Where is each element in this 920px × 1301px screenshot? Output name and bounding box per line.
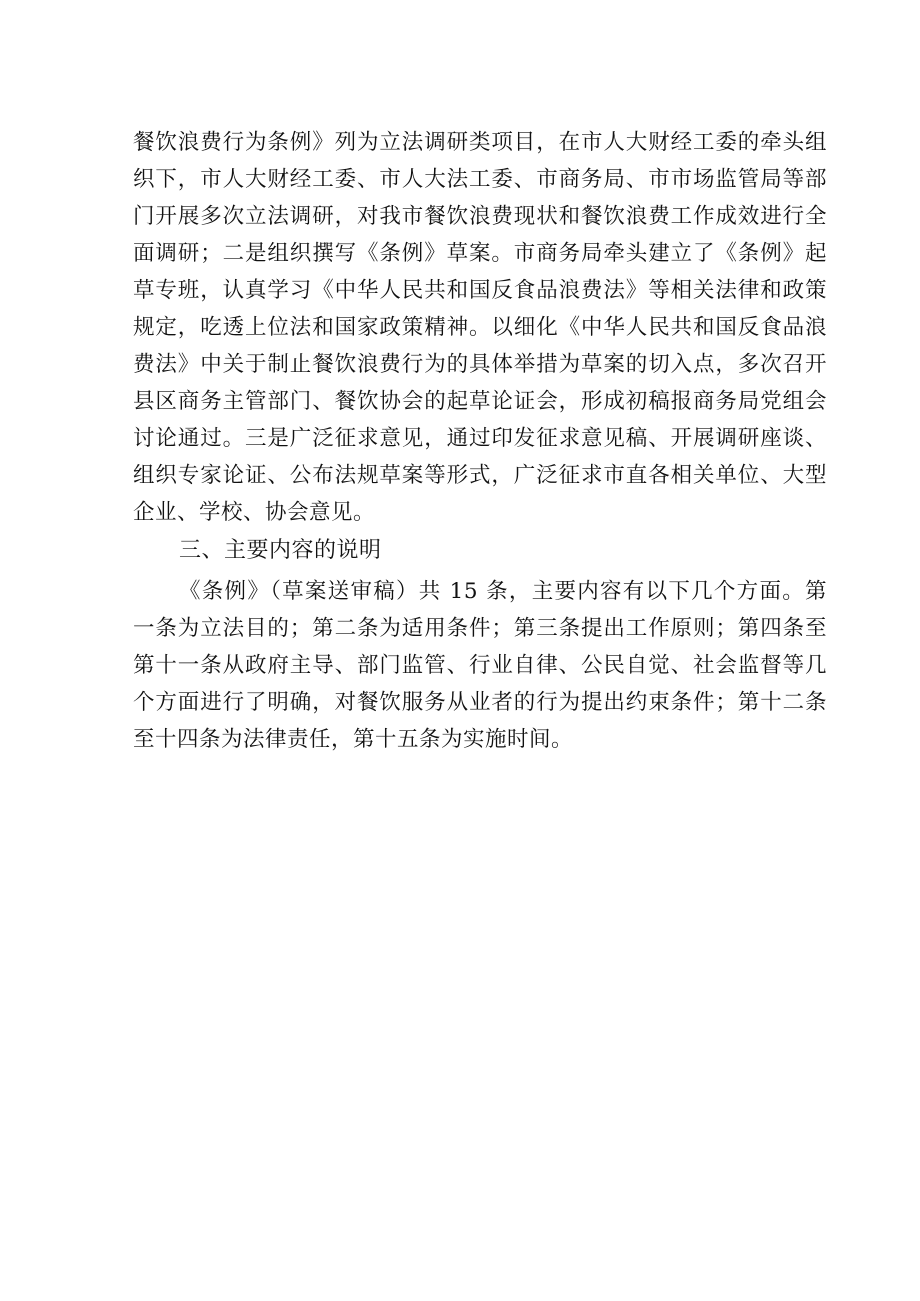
document-body (133, 124, 827, 758)
paragraph-legislative-process: 餐饮浪费行为条例》列为立法调研类项目，在市人大财经工委的牵头组织下，市人大财经工委、市人大法工委、市商务局、市市场监管局等部门开展多次立法调研，对我市餐饮浪费现状和餐饮浪费工作成效进行全面调研；二是组织撰写《条例》草案。市商务局牵头建立了《条例》起草专班，认真学习《中华人民共和国反食品浪费法》等相关法律和政策规定，吃透上位法和国家政策精神。以细化《中华人民共和国反食品浪费法》中关于制止餐饮浪费行为的具体举措为草案的切入点，多次召开县区商务主管部门、餐饮协会的起草论证会，形成初稿报商务局党组会讨论通过。三是广泛征求意见，通过印发征求意见稿、开展调研座谈、组织专家论证、公布法规草案等形式，广泛征求市直各相关单位、大型企业、学校、协会意见。 (133, 130, 827, 525)
paragraph-main-content-description: 《条例》（草案送审稿）共 15 条，主要内容有以下几个方面。第一条为立法目的；第二条为适用条件；第三条提出工作原则；第四条至第十一条从政府主导、部门监管、行业自律、公民自觉、社会监督等几个方面进行了明确，对餐饮服务从业者的行为提出约束条件；第十二条至十四条为法律责任，第十五条为实施时间。 (133, 579, 827, 752)
section-heading-main-content: 三、主要内容的说明 (179, 538, 382, 563)
